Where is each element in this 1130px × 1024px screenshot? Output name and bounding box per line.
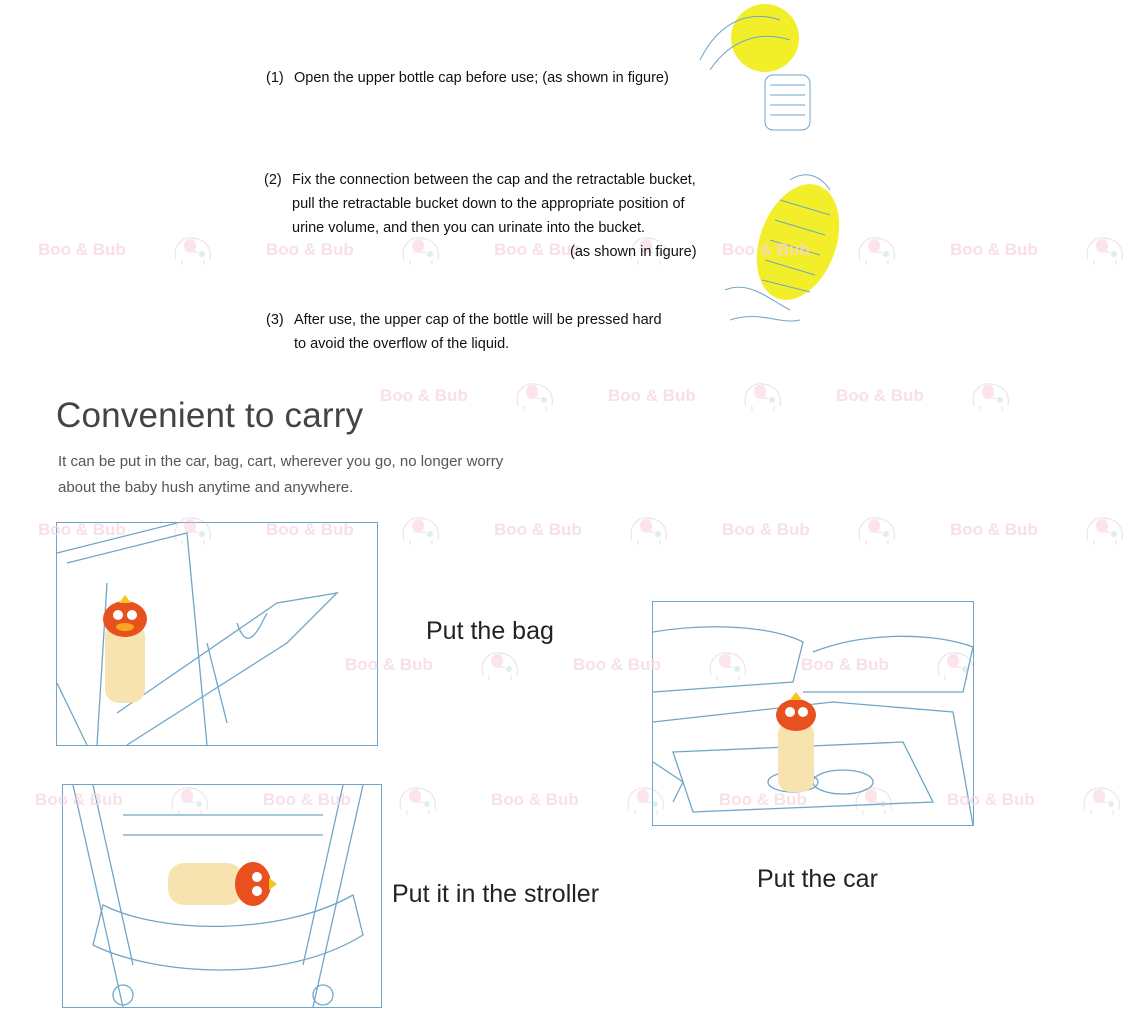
elephant-watermark-icon: [396, 512, 446, 546]
watermark-text: Boo & Bub: [263, 790, 351, 809]
elephant-watermark-icon: [510, 378, 560, 412]
elephant-watermark-icon: [1077, 782, 1127, 816]
watermark-text: Boo & Bub: [38, 240, 126, 259]
step-3: (3) After use, the upper cap of the bottle will be pressed hard to avoid the overflow of the liquid.: [266, 312, 662, 352]
watermark-text: Boo & Bub: [947, 790, 1035, 809]
section-description: It can be put in the car, bag, cart, wherever you go, no longer worry about the baby hush anytime and anywhere.: [58, 453, 504, 496]
watermark-text: Boo & Bub: [836, 386, 924, 405]
watermark-text: Boo & Bub: [950, 520, 1038, 539]
watermark-text: Boo & Bub: [380, 386, 468, 405]
watermark-text: Boo & Bub: [494, 520, 582, 539]
watermark-text: Boo & Bub: [573, 655, 661, 674]
stroller-illustration: [62, 784, 382, 1008]
elephant-watermark-icon: [852, 512, 902, 546]
elephant-watermark-icon: [624, 512, 674, 546]
watermark-text: Boo & Bub: [266, 520, 354, 539]
watermark-text: Boo & Bub: [266, 240, 354, 259]
elephant-watermark-icon: [1080, 512, 1130, 546]
elephant-watermark-icon: [852, 232, 902, 266]
watermark-text: Boo & Bub: [801, 655, 889, 674]
elephant-watermark-icon: [738, 378, 788, 412]
watermark-text: Boo & Bub: [494, 240, 582, 259]
caption-car: Put the car: [757, 865, 878, 893]
watermark-text: Boo & Bub: [491, 790, 579, 809]
watermark-text: Boo & Bub: [722, 240, 810, 259]
elephant-watermark-icon: [475, 647, 525, 681]
section-title: Convenient to carry: [56, 396, 364, 435]
car-illustration: [652, 601, 974, 826]
open-cap-illustration: [690, 0, 840, 150]
step-2: (2) Fix the connection between the cap and the retractable bucket, pull the retractable bucket down to the appropriate position of urine volume, and then you can urinate into the bucket. (as shown in figure): [264, 172, 697, 260]
watermark-text: Boo & Bub: [345, 655, 433, 674]
caption-bag: Put the bag: [426, 617, 554, 645]
pull-bucket-illustration: [720, 160, 850, 330]
elephant-watermark-icon: [1080, 232, 1130, 266]
watermark-text: Boo & Bub: [719, 790, 807, 809]
watermark-text: Boo & Bub: [722, 520, 810, 539]
watermark-text: Boo & Bub: [35, 790, 123, 809]
watermark-text: Boo & Bub: [38, 520, 126, 539]
caption-stroller: Put it in the stroller: [392, 880, 600, 908]
step-1: (1) Open the upper bottle cap before use; (as shown in figure): [266, 70, 669, 86]
watermark-text: Boo & Bub: [950, 240, 1038, 259]
elephant-watermark-icon: [168, 232, 218, 266]
watermark-text: Boo & Bub: [608, 386, 696, 405]
elephant-watermark-icon: [393, 782, 443, 816]
elephant-watermark-icon: [966, 378, 1016, 412]
bag-illustration: [56, 522, 378, 746]
